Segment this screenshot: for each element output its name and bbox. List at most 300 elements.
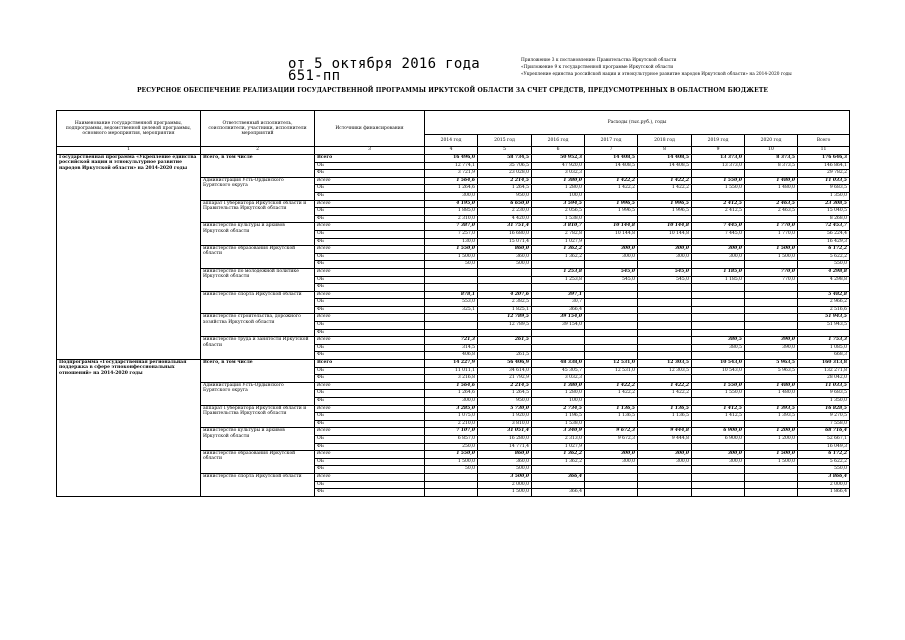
year-value-cell: 6 900,0: [692, 435, 745, 443]
year-value-cell: [425, 481, 478, 489]
total-value-cell: 176 646,3: [798, 155, 850, 163]
total-value-cell: 28 042,0: [798, 375, 850, 383]
year-value-cell: 4 195,0: [425, 200, 478, 208]
column-index: 5: [478, 147, 532, 155]
year-value-cell: 545,0: [638, 276, 692, 284]
year-value-cell: 950,0: [478, 398, 532, 406]
funding-source-cell: ОБ: [315, 413, 425, 421]
program-name-cell: Государственная программа «Укрепление единства российской нации и этнокультурное развитие народов Иркутской области» на 2014-2020 годы: [57, 155, 201, 360]
total-value-cell: 1 753,3: [798, 337, 850, 345]
year-value-cell: 14 408,5: [585, 155, 638, 163]
year-value-cell: 300,0: [638, 253, 692, 261]
total-value-cell: 2 516,6: [798, 306, 850, 314]
year-value-cell: [692, 192, 745, 200]
year-value-cell: [638, 192, 692, 200]
column-index: 10: [745, 147, 798, 155]
year-value-cell: [425, 322, 478, 330]
funding-source-cell: Всего: [315, 314, 425, 322]
year-value-cell: [745, 375, 798, 383]
total-value-cell: 29 782,2: [798, 170, 850, 178]
header-expenses: Расходы (тыс.руб.), годы: [425, 111, 850, 135]
appendix-line-3: «Укрепление единства российской нации и этнокультурное развитие народов Иркутской области» на 2014-2020 годы: [521, 72, 792, 78]
year-value-cell: [585, 170, 638, 178]
year-value-cell: [478, 329, 532, 337]
year-value-cell: 366,4: [532, 306, 585, 314]
year-value-cell: [745, 443, 798, 451]
total-value-cell: 550,0: [798, 466, 850, 474]
column-index: 9: [692, 147, 745, 155]
year-value-cell: 3 285,0: [425, 405, 478, 413]
year-value-cell: 16 496,0: [425, 155, 478, 163]
year-value-cell: [638, 352, 692, 360]
year-value-cell: 6 650,0: [478, 200, 532, 208]
year-value-cell: 2 000,0: [478, 481, 532, 489]
year-value-cell: 1 393,5: [745, 405, 798, 413]
year-value-cell: 1 185,0: [692, 276, 745, 284]
year-value-cell: [745, 473, 798, 481]
year-value-cell: 1 027,9: [532, 443, 585, 451]
year-value-cell: 14 408,5: [638, 162, 692, 170]
table-row: [57, 360, 850, 368]
year-value-cell: 2 463,5: [745, 208, 798, 216]
header-year: 2017 год: [585, 135, 638, 147]
funding-source-cell: ОБ: [315, 276, 425, 284]
year-value-cell: 1 564,6: [425, 382, 478, 390]
year-value-cell: 31 051,4: [478, 428, 532, 436]
funding-source-cell: Всего: [315, 291, 425, 299]
total-value-cell: 51 943,5: [798, 314, 850, 322]
year-value-cell: 14 408,5: [638, 155, 692, 163]
year-value-cell: [425, 276, 478, 284]
funding-source-cell: ФБ: [315, 192, 425, 200]
year-value-cell: [585, 291, 638, 299]
funding-source-cell: ОБ: [315, 458, 425, 466]
year-value-cell: 1 200,0: [745, 428, 798, 436]
year-value-cell: [745, 398, 798, 406]
total-value-cell: 5 622,2: [798, 458, 850, 466]
year-value-cell: [745, 489, 798, 497]
year-value-cell: [745, 481, 798, 489]
total-value-cell: [798, 284, 850, 292]
year-value-cell: 35 706,5: [478, 162, 532, 170]
year-value-cell: 1 280,0: [532, 185, 585, 193]
year-value-cell: 1 538,0: [532, 420, 585, 428]
funding-source-cell: Всего: [315, 246, 425, 254]
year-value-cell: [585, 344, 638, 352]
year-value-cell: 7 445,0: [692, 223, 745, 231]
year-value-cell: 1 412,5: [692, 413, 745, 421]
year-value-cell: [692, 329, 745, 337]
year-value-cell: 130,0: [425, 238, 478, 246]
year-value-cell: [585, 420, 638, 428]
year-value-cell: 860,0: [478, 451, 532, 459]
executor-cell: министерство спорта Иркутской области: [201, 473, 315, 496]
year-value-cell: [745, 466, 798, 474]
stamp-date: от 5 октября 2016 года: [288, 56, 481, 72]
executor-cell: министерство труда и занятости Иркутской области: [201, 337, 315, 360]
year-value-cell: 545,0: [638, 268, 692, 276]
year-value-cell: [692, 215, 745, 223]
year-value-cell: 100,0: [532, 192, 585, 200]
year-value-cell: [745, 215, 798, 223]
year-value-cell: [638, 481, 692, 489]
year-value-cell: 1 500,0: [425, 458, 478, 466]
year-value-cell: 13 373,0: [692, 155, 745, 163]
year-value-cell: 1 380,0: [532, 382, 585, 390]
funding-source-cell: ОБ: [315, 435, 425, 443]
column-index: 4: [425, 147, 478, 155]
year-value-cell: 1 380,0: [532, 177, 585, 185]
funding-source-cell: Всего: [315, 155, 425, 163]
funding-source-cell: ФБ: [315, 284, 425, 292]
column-index: 7: [585, 147, 638, 155]
year-value-cell: 1 422,2: [585, 390, 638, 398]
year-value-cell: 390,0: [745, 344, 798, 352]
year-value-cell: [692, 238, 745, 246]
year-value-cell: [585, 398, 638, 406]
year-value-cell: 31 751,4: [478, 223, 532, 231]
year-value-cell: 12 531,0: [585, 367, 638, 375]
total-value-cell: 4 298,8: [798, 276, 850, 284]
year-value-cell: 5 963,5: [745, 360, 798, 368]
total-value-cell: 3 866,4: [798, 473, 850, 481]
executor-cell: министерство спорта Иркутской области: [201, 291, 315, 314]
total-value-cell: 5 622,2: [798, 253, 850, 261]
funding-source-cell: ФБ: [315, 329, 425, 337]
year-value-cell: [745, 420, 798, 428]
year-value-cell: [638, 473, 692, 481]
funding-source-cell: Всего: [315, 382, 425, 390]
year-value-cell: 3 810,0: [478, 420, 532, 428]
year-value-cell: 1 196,5: [532, 413, 585, 421]
year-value-cell: [478, 344, 532, 352]
funding-source-cell: ОБ: [315, 230, 425, 238]
year-value-cell: 10 543,0: [692, 367, 745, 375]
year-value-cell: [692, 489, 745, 497]
year-value-cell: [425, 314, 478, 322]
table-body: [57, 155, 850, 497]
year-value-cell: [532, 344, 585, 352]
funding-source-cell: ОБ: [315, 162, 425, 170]
year-value-cell: [745, 329, 798, 337]
year-value-cell: 500,0: [478, 261, 532, 269]
header-year: 2018 год: [638, 135, 692, 147]
year-value-cell: [692, 420, 745, 428]
year-value-cell: [585, 299, 638, 307]
year-value-cell: [585, 215, 638, 223]
year-value-cell: [692, 322, 745, 330]
executor-cell: Всего, в том числе: [201, 155, 315, 178]
year-value-cell: 878,1: [425, 291, 478, 299]
year-value-cell: 721,3: [425, 337, 478, 345]
year-value-cell: 1 280,0: [532, 390, 585, 398]
year-value-cell: 1 550,0: [425, 451, 478, 459]
year-value-cell: [585, 466, 638, 474]
funding-source-cell: ОБ: [315, 367, 425, 375]
year-value-cell: [532, 481, 585, 489]
year-value-cell: 500,0: [478, 466, 532, 474]
year-value-cell: 10 144,8: [585, 230, 638, 238]
year-value-cell: 545,0: [585, 276, 638, 284]
funding-source-cell: ФБ: [315, 466, 425, 474]
year-value-cell: 1 550,0: [692, 390, 745, 398]
year-value-cell: 380,5: [692, 337, 745, 345]
year-value-cell: 1 480,0: [745, 390, 798, 398]
year-value-cell: [638, 284, 692, 292]
year-value-cell: 15 071,4: [478, 238, 532, 246]
executor-cell: министерство строительства, дорожного хозяйства Иркутской области: [201, 314, 315, 337]
year-value-cell: 45 305,7: [532, 367, 585, 375]
year-value-cell: 1 480,0: [745, 185, 798, 193]
year-value-cell: 14 227,9: [425, 360, 478, 368]
year-value-cell: [585, 337, 638, 345]
year-value-cell: 1 885,0: [425, 208, 478, 216]
total-value-cell: 5 482,8: [798, 291, 850, 299]
year-value-cell: 1 362,2: [532, 253, 585, 261]
funding-source-cell: ФБ: [315, 261, 425, 269]
year-value-cell: 12 303,5: [638, 367, 692, 375]
column-index: 3: [315, 147, 425, 155]
year-value-cell: 2 214,5: [478, 382, 532, 390]
funding-source-cell: Всего: [315, 360, 425, 368]
year-value-cell: [585, 489, 638, 497]
total-value-cell: 7 558,0: [798, 420, 850, 428]
year-value-cell: [638, 322, 692, 330]
year-value-cell: 39 154,0: [532, 314, 585, 322]
year-value-cell: [692, 170, 745, 178]
total-value-cell: 72 453,7: [798, 223, 850, 231]
total-value-cell: 11 033,5: [798, 177, 850, 185]
year-value-cell: 6 900,0: [692, 428, 745, 436]
funding-source-cell: Всего: [315, 337, 425, 345]
column-index-row: [57, 147, 850, 155]
funding-source-cell: Всего: [315, 428, 425, 436]
appendix-note: [521, 57, 792, 79]
total-value-cell: 6 172,2: [798, 246, 850, 254]
year-value-cell: 1 027,9: [532, 238, 585, 246]
year-value-cell: 1 500,0: [745, 246, 798, 254]
year-value-cell: 1 362,2: [532, 458, 585, 466]
year-value-cell: 3 216,8: [425, 375, 478, 383]
year-value-cell: 553,0: [425, 299, 478, 307]
total-value-cell: 2 000,0: [798, 481, 850, 489]
year-value-cell: 1 422,2: [638, 390, 692, 398]
year-value-cell: [585, 473, 638, 481]
year-value-cell: 406,8: [425, 352, 478, 360]
total-value-cell: 146 864,1: [798, 162, 850, 170]
year-value-cell: 1 264,5: [478, 390, 532, 398]
year-value-cell: 2 214,5: [478, 177, 532, 185]
year-value-cell: 1 996,5: [585, 208, 638, 216]
year-value-cell: [638, 375, 692, 383]
year-value-cell: 2 230,0: [478, 208, 532, 216]
year-value-cell: [532, 261, 585, 269]
year-value-cell: [425, 489, 478, 497]
year-value-cell: 1 500,0: [745, 451, 798, 459]
total-value-cell: 51 943,5: [798, 322, 850, 330]
executor-cell: Администрация Усть-Ордынского Бурятского округа: [201, 177, 315, 200]
year-value-cell: [638, 489, 692, 497]
year-value-cell: 1 075,0: [425, 413, 478, 421]
year-value-cell: 770,0: [745, 276, 798, 284]
year-value-cell: 12 531,0: [585, 360, 638, 368]
year-value-cell: 860,0: [478, 246, 532, 254]
year-value-cell: [478, 284, 532, 292]
year-value-cell: 1 185,0: [692, 268, 745, 276]
year-value-cell: [425, 284, 478, 292]
year-value-cell: [585, 306, 638, 314]
year-value-cell: 3 810,7: [532, 223, 585, 231]
year-value-cell: 261,5: [478, 352, 532, 360]
appendix-line-1: Приложение 3 к постановлению Правительства Иркутской области: [521, 58, 677, 63]
year-value-cell: 300,0: [638, 458, 692, 466]
year-value-cell: [692, 284, 745, 292]
year-value-cell: 9 672,3: [585, 435, 638, 443]
year-value-cell: 9 672,3: [585, 428, 638, 436]
year-value-cell: [638, 466, 692, 474]
year-value-cell: [532, 284, 585, 292]
header-year: 2019 год: [692, 135, 745, 147]
year-value-cell: 1 422,2: [638, 177, 692, 185]
year-value-cell: 1 362,2: [532, 246, 585, 254]
column-index: 6: [532, 147, 585, 155]
year-value-cell: 56 406,9: [478, 360, 532, 368]
program-name-cell: Подпрограмма «Государственная региональная поддержка в сфере этноконфессиональных отношений» на 2014-2020 годы: [57, 360, 201, 497]
year-value-cell: 1 422,2: [638, 185, 692, 193]
funding-source-cell: ОБ: [315, 481, 425, 489]
year-value-cell: 12 789,5: [478, 314, 532, 322]
resource-table: [56, 110, 850, 497]
year-value-cell: 325,1: [425, 306, 478, 314]
year-value-cell: 4 420,0: [478, 215, 532, 223]
total-value-cell: 160 313,8: [798, 360, 850, 368]
year-value-cell: 300,0: [692, 253, 745, 261]
year-value-cell: 1 538,0: [532, 215, 585, 223]
total-value-cell: 68 716,4: [798, 428, 850, 436]
funding-source-cell: Всего: [315, 177, 425, 185]
year-value-cell: [745, 261, 798, 269]
year-value-cell: 3 721,9: [425, 170, 478, 178]
funding-source-cell: ОБ: [315, 390, 425, 398]
year-value-cell: 300,0: [692, 451, 745, 459]
year-value-cell: 1 136,5: [638, 413, 692, 421]
funding-source-cell: Всего: [315, 223, 425, 231]
year-value-cell: 1 393,5: [745, 413, 798, 421]
year-value-cell: [585, 352, 638, 360]
year-value-cell: 10 543,0: [692, 360, 745, 368]
year-value-cell: 314,5: [425, 344, 478, 352]
year-value-cell: 3 032,3: [532, 375, 585, 383]
year-value-cell: 300,0: [585, 253, 638, 261]
year-value-cell: [692, 261, 745, 269]
header-year: 2015 год: [478, 135, 532, 147]
header-year: 2014 год: [425, 135, 478, 147]
year-value-cell: 1 500,0: [425, 253, 478, 261]
year-value-cell: 7 107,0: [425, 428, 478, 436]
total-value-cell: 1 866,4: [798, 489, 850, 497]
year-value-cell: 7 387,0: [425, 223, 478, 231]
year-value-cell: [745, 291, 798, 299]
year-value-cell: 7 445,0: [692, 230, 745, 238]
year-value-cell: 30,7: [532, 299, 585, 307]
year-value-cell: 3 594,5: [532, 200, 585, 208]
year-value-cell: [585, 322, 638, 330]
appendix-line-2: «Приложение 9 к государственной программе Иркутской области: [521, 65, 674, 71]
year-value-cell: 300,0: [425, 398, 478, 406]
total-value-cell: 9 683,5: [798, 185, 850, 193]
year-value-cell: 47 920,0: [532, 162, 585, 170]
year-value-cell: [532, 337, 585, 345]
executor-cell: Администрация Усть-Ордынского Бурятского округа: [201, 382, 315, 405]
column-index: 8: [638, 147, 692, 155]
year-value-cell: 1 500,0: [745, 458, 798, 466]
year-value-cell: [585, 261, 638, 269]
year-value-cell: 1 422,2: [585, 177, 638, 185]
year-value-cell: 5 730,0: [478, 405, 532, 413]
year-value-cell: [638, 337, 692, 345]
year-value-cell: [745, 306, 798, 314]
year-value-cell: 390,0: [745, 337, 798, 345]
year-value-cell: 3 032,3: [532, 170, 585, 178]
year-value-cell: [638, 170, 692, 178]
funding-source-cell: ФБ: [315, 170, 425, 178]
year-value-cell: 1 422,2: [585, 185, 638, 193]
year-value-cell: [692, 299, 745, 307]
year-value-cell: 1 422,2: [638, 382, 692, 390]
funding-source-cell: ОБ: [315, 185, 425, 193]
year-value-cell: 13 373,0: [692, 162, 745, 170]
funding-source-cell: ФБ: [315, 352, 425, 360]
total-value-cell: 23 308,5: [798, 200, 850, 208]
year-value-cell: 12 774,1: [425, 162, 478, 170]
executor-cell: Всего, в том числе: [201, 360, 315, 383]
executor-cell: министерство образования Иркутской области: [201, 451, 315, 474]
year-value-cell: [745, 284, 798, 292]
year-value-cell: [638, 420, 692, 428]
total-value-cell: 668,3: [798, 352, 850, 360]
total-value-cell: 4 298,8: [798, 268, 850, 276]
year-value-cell: [745, 322, 798, 330]
year-value-cell: 1 550,0: [692, 382, 745, 390]
year-value-cell: 1 253,8: [532, 276, 585, 284]
year-value-cell: [532, 329, 585, 337]
funding-source-cell: ФБ: [315, 306, 425, 314]
year-value-cell: [745, 238, 798, 246]
total-value-cell: 9 270,5: [798, 413, 850, 421]
year-value-cell: [692, 314, 745, 322]
year-value-cell: [638, 238, 692, 246]
year-value-cell: 397,1: [532, 291, 585, 299]
total-value-cell: 15 040,5: [798, 208, 850, 216]
funding-source-cell: ФБ: [315, 375, 425, 383]
table-row: [57, 155, 850, 163]
year-value-cell: 50,0: [425, 466, 478, 474]
year-value-cell: 3 500,0: [478, 473, 532, 481]
year-value-cell: [638, 398, 692, 406]
year-value-cell: 1 264,6: [425, 185, 478, 193]
header-total: Всего: [798, 135, 850, 147]
year-value-cell: 50 952,3: [532, 155, 585, 163]
year-value-cell: 1 996,5: [638, 200, 692, 208]
column-index: 2: [201, 147, 315, 155]
year-value-cell: 300,0: [425, 192, 478, 200]
executor-cell: министерство образования Иркутской области: [201, 246, 315, 269]
year-value-cell: [692, 466, 745, 474]
year-value-cell: [532, 352, 585, 360]
year-value-cell: 1 996,5: [638, 208, 692, 216]
year-value-cell: [745, 170, 798, 178]
year-value-cell: [532, 466, 585, 474]
